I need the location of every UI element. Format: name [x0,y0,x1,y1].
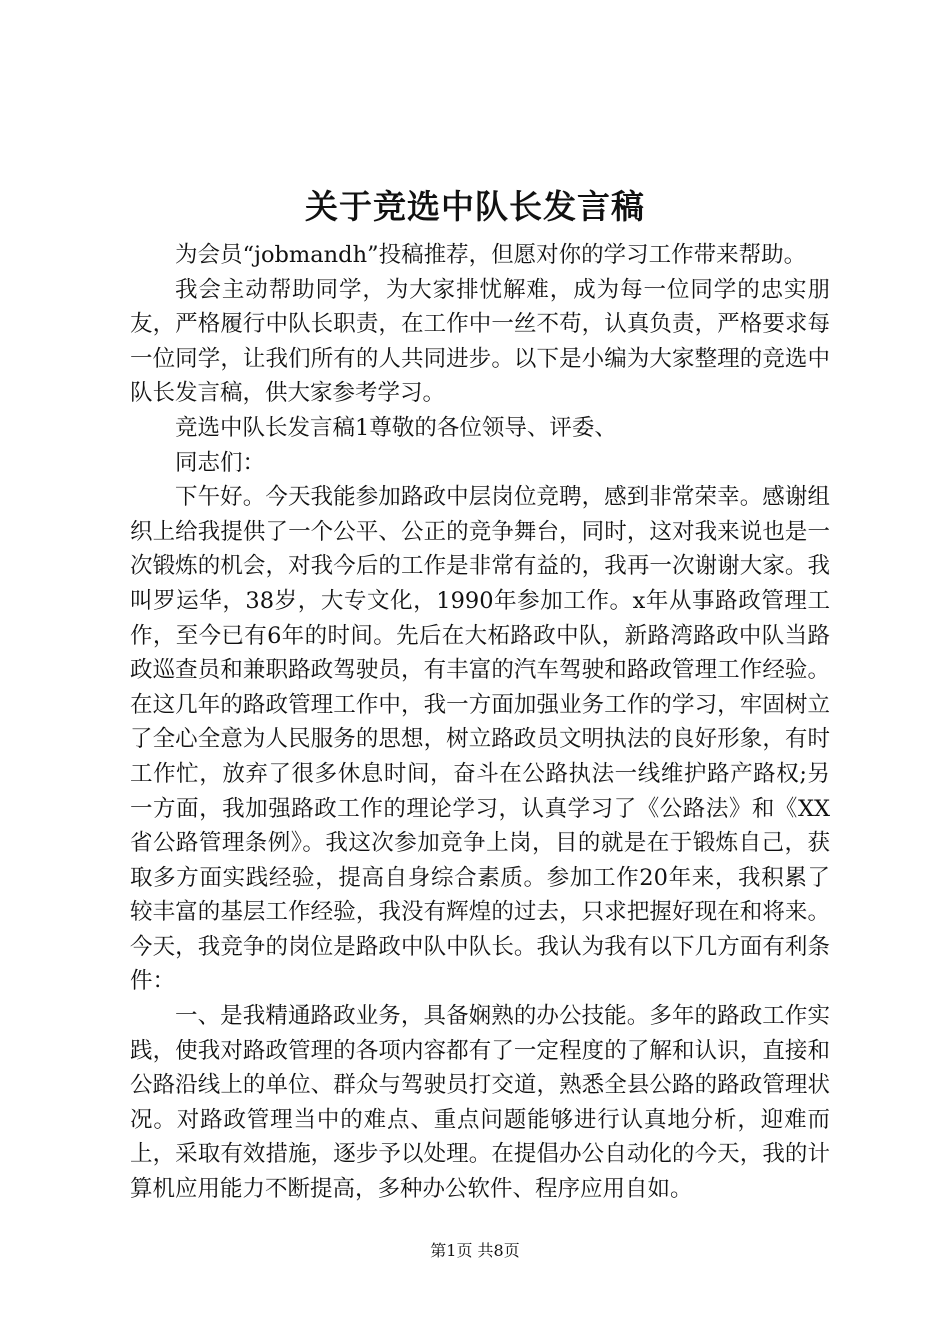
document-body [130,238,830,1207]
paragraph: 同志们： [175,449,266,476]
paragraph: 为会员“jobmandh”投稿推荐，但愿对你的学习工作带来帮助。 [175,242,807,268]
page-footer: 第1页 共8页 [430,1241,520,1260]
paragraph: 竞选中队长发言稿1尊敬的各位领导、评委、 [175,414,617,441]
paragraph: 下午好。今天我能参加路政中层岗位竞聘，感到非常荣幸。感谢组织上给我提供了一个公平、公正的竞争舞台，同时，这对我来说也是一次锻炼的机会，对我今后的工作是非常有益的，我再一次谢谢大家。我叫罗运华，38岁，大专文化，1990年参加工作。x年从事路政管理工作，至今已有6年的时间。先后在大柘路政中队，新路湾路政中队当路政巡查员和兼职路政驾驶员，有丰富的汽车驾驶和路政管理工作经验。在这几年的路政管理工作中，我一方面加强业务工作的学习，牢固树立了全心全意为人民服务的思想，树立路政员文明执法的良好形象，有时工作忙，放弃了很多休息时间，奋斗在公路执法一线维护路产路权;另一方面，我加强路政工作的理论学习，认真学习了《公路法》和《XX省公路管理条例》。我这次参加竞争上岗，目的就是在于锻炼自己，获取多方面实践经验，提高自身综合素质。参加工作20年来，我积累了较丰富的基层工作经验，我没有辉煌的过去，只求把握好现在和将来。今天，我竞争的岗位是路政中队中队长。我认为我有以下几方面有利条件： [130,484,830,995]
paragraph: 我会主动帮助同学，为大家排忧解难，成为每一位同学的忠实朋友，严格履行中队长职责，在工作中一丝不苟，认真负责，严格要求每一位同学，让我们所有的人共同进步。以下是小编为大家整理的竞选中队长发言稿，供大家参考学习。 [130,276,830,407]
document-title: 关于竞选中队长发言稿 [305,187,645,226]
paragraph: 一、是我精通路政业务，具备娴熟的办公技能。多年的路政工作实践，使我对路政管理的各项内容都有了一定程度的了解和认识，直接和公路沿线上的单位、群众与驾驶员打交道，熟悉全县公路的路政管理状况。对路政管理当中的难点、重点问题能够进行认真地分析，迎难而上，采取有效措施，逐步予以处理。在提倡办公自动化的今天，我的计算机应用能力不断提高，多种办公软件、程序应用自如。 [130,1003,830,1203]
